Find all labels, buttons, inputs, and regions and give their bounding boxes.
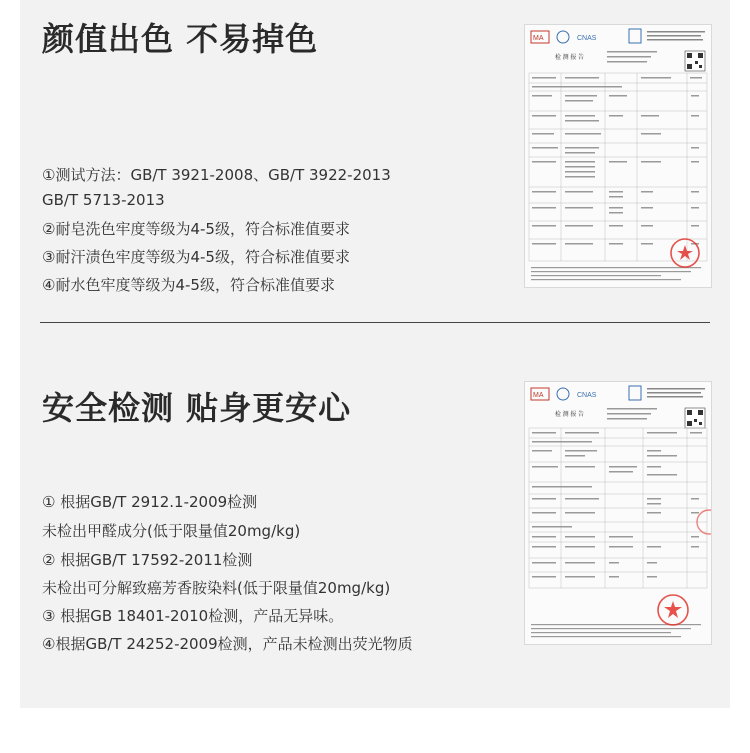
report-heading: 检 测 报 告	[555, 55, 585, 61]
cnas-mark: CNAS	[577, 35, 597, 42]
safety-section	[20, 323, 730, 708]
perspiration-fastness-line: ③耐汗渍色牢度等级为4-5级，符合标准值要求	[42, 248, 350, 266]
test-method-line: ①测试方法：GB/T 3921-2008、GB/T 3922-2013	[42, 166, 391, 184]
aromatic-amine-standard-line: ② 根据GB/T 17592-2011检测	[42, 551, 253, 569]
aromatic-amine-result-line: 未检出可分解致癌芳香胺染料(低于限量值20mg/kg)	[42, 579, 391, 597]
soap-wash-fastness-line: ②耐皂洗色牢度等级为4-5级，符合标准值要求	[42, 220, 350, 238]
fluorescent-test-line: ④根据GB/T 24252-2009检测，产品未检测出荧光物质	[42, 635, 413, 653]
cnas-mark: CNAS	[577, 392, 597, 399]
colorfastness-section	[20, 0, 730, 322]
formaldehyde-standard-line: ① 根据GB/T 2912.1-2009检测	[42, 493, 258, 511]
water-fastness-line: ④耐水色牢度等级为4-5级，符合标准值要求	[42, 276, 335, 294]
test-report-image-1	[524, 24, 712, 288]
formaldehyde-result-line: 未检出甲醛成分(低于限量值20mg/kg)	[42, 522, 301, 540]
cma-mark: MA	[533, 35, 544, 42]
section-title: 颜值出色 不易掉色	[42, 20, 319, 58]
test-report-image-2	[524, 381, 712, 645]
test-method-line-cont: GB/T 5713-2013	[42, 191, 165, 209]
odor-test-line: ③ 根据GB 18401-2010检测，产品无异味。	[42, 607, 344, 625]
report-heading: 检 测 报 告	[555, 412, 585, 418]
cma-mark: MA	[533, 392, 544, 399]
section-title: 安全检测 贴身更安心	[42, 389, 352, 427]
content-panel	[20, 0, 730, 708]
